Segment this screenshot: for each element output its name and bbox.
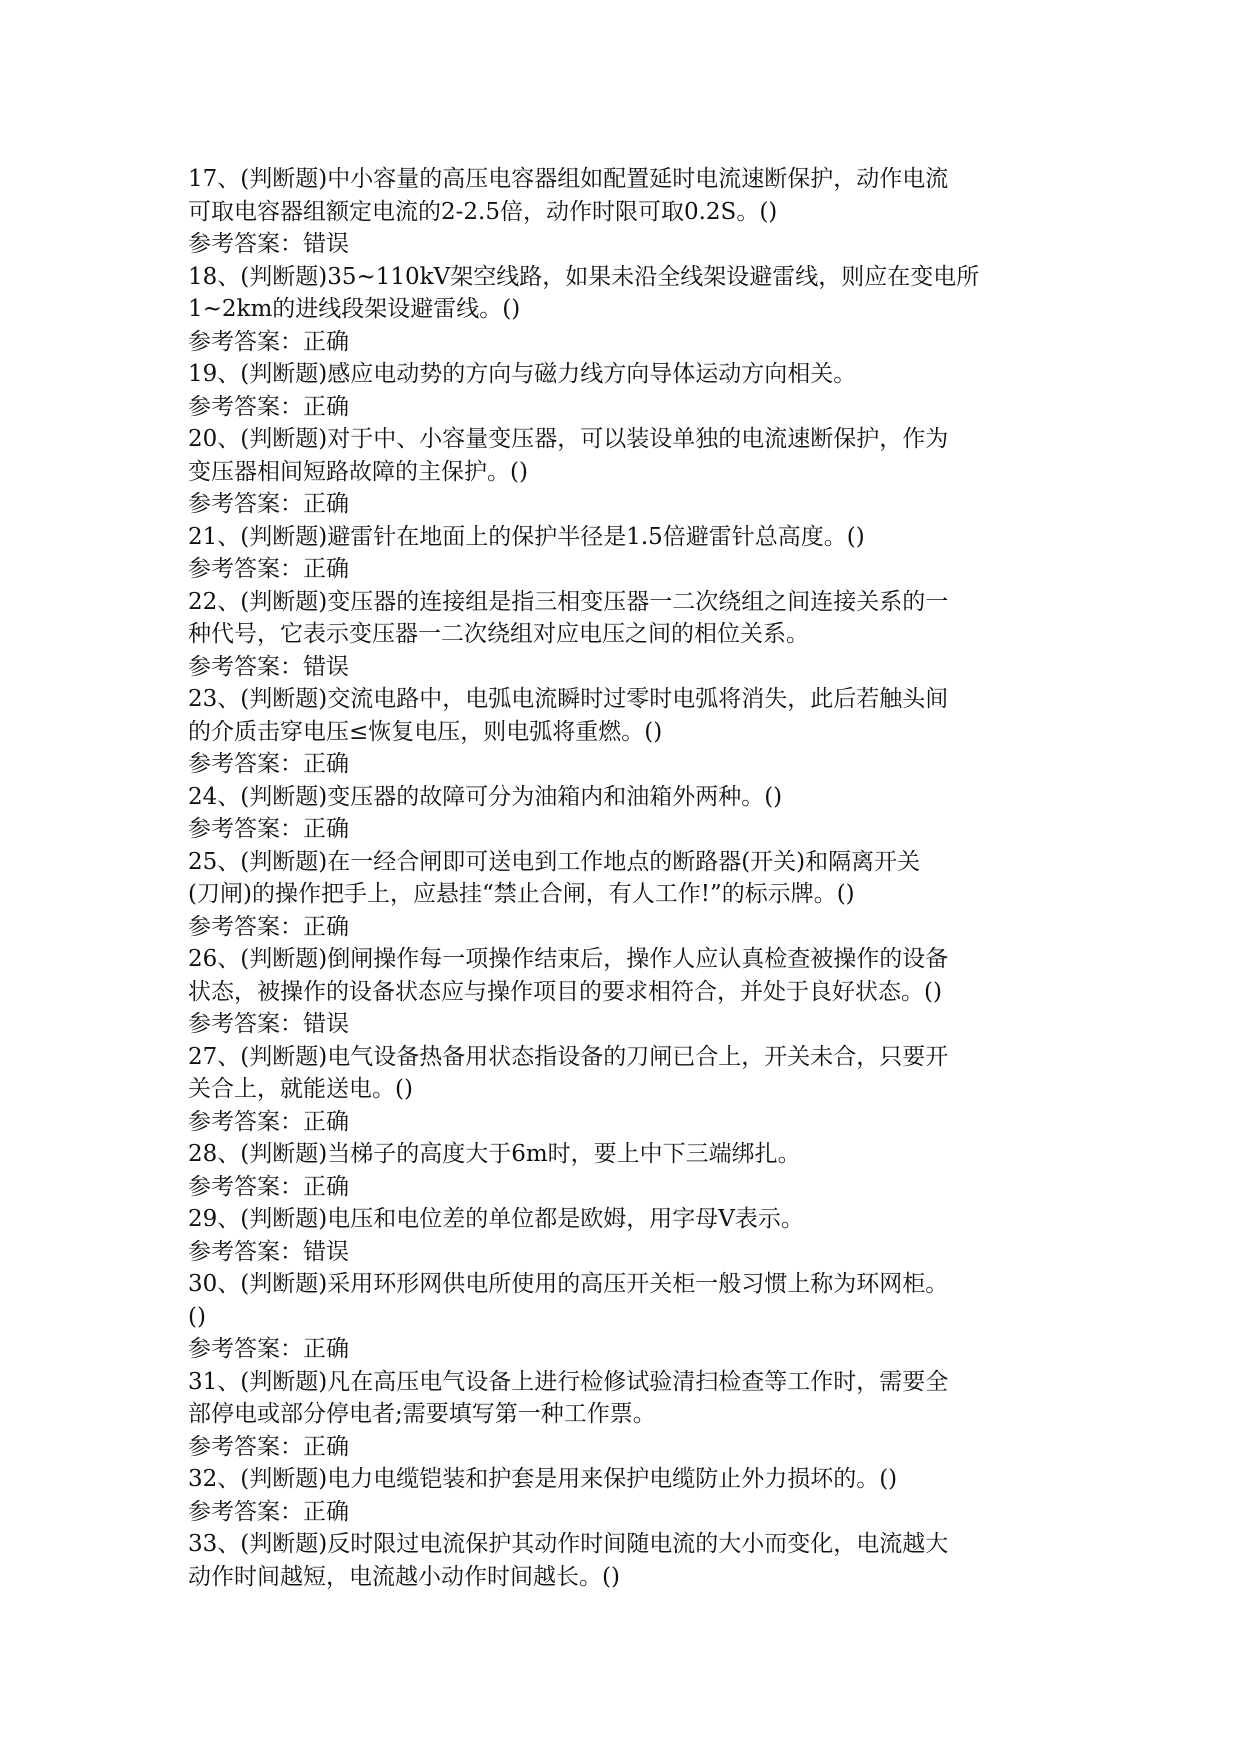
- question-text-line: 29、(判断题)电压和电位差的单位都是欧姆，用字母V表示。: [188, 1206, 804, 1232]
- question-text-line: 31、(判断题)凡在高压电气设备上进行检修试验清扫检查等工作时，需要全: [188, 1368, 949, 1395]
- answer-text: 参考答案：正确: [188, 1173, 349, 1200]
- question-item: [188, 1366, 1060, 1464]
- question-text-line: 32、(判断题)电力电缆铠装和护套是用来保护电缆防止外力损坏的。(): [188, 1466, 898, 1492]
- question-text-line: 22、(判断题)变压器的连接组是指三相变压器一二次绕组之间连接关系的一: [188, 588, 949, 615]
- question-text-line: 部停电或部分停电者;需要填写第一种工作票。: [188, 1401, 656, 1427]
- question-item: [188, 1041, 1060, 1139]
- answer-text: 参考答案：正确: [188, 1498, 349, 1525]
- question-item: [188, 261, 1060, 359]
- question-text-line: 20、(判断题)对于中、小容量变压器，可以装设单独的电流速断保护，作为: [188, 426, 949, 452]
- question-item: [188, 943, 1060, 1041]
- question-text-line: 的介质击穿电压≤恢复电压，则电弧将重燃。(): [188, 718, 663, 745]
- question-text-line: 26、(判断题)倒闸操作每一项操作结束后，操作人应认真检查被操作的设备: [188, 946, 949, 972]
- answer-text: 参考答案：正确: [188, 491, 349, 517]
- question-text-line: 27、(判断题)电气设备热备用状态指设备的刀闸已合上，开关未合，只要开: [188, 1043, 949, 1070]
- question-item: [188, 1203, 1060, 1268]
- answer-text: 参考答案：错误: [188, 653, 349, 680]
- question-text-line: 动作时间越短，电流越小动作时间越长。(): [188, 1563, 620, 1590]
- answer-text: 参考答案：正确: [188, 1336, 349, 1362]
- answer-text: 参考答案：正确: [188, 751, 349, 777]
- question-item: [188, 781, 1060, 846]
- question-item: [188, 586, 1060, 684]
- question-item: [188, 1138, 1060, 1203]
- question-item: [188, 846, 1060, 944]
- question-text-line: 1~2km的进线段架设避雷线。(): [188, 296, 521, 322]
- question-text-line: 种代号，它表示变压器一二次绕组对应电压之间的相位关系。: [188, 621, 809, 647]
- question-text-line: 33、(判断题)反时限过电流保护其动作时间随电流的大小而变化，电流越大: [188, 1531, 949, 1557]
- question-text-line: 25、(判断题)在一经合闸即可送电到工作地点的断路器(开关)和隔离开关: [188, 848, 921, 875]
- question-text-line: 19、(判断题)感应电动势的方向与磁力线方向导体运动方向相关。: [188, 361, 857, 387]
- answer-text: 参考答案：错误: [188, 1011, 349, 1037]
- question-text-line: (): [188, 1303, 206, 1330]
- answer-text: 参考答案：正确: [188, 1108, 349, 1135]
- question-text-line: 21、(判断题)避雷针在地面上的保护半径是1.5倍避雷针总高度。(): [188, 523, 865, 550]
- question-text-line: 变压器相间短路故障的主保护。(): [188, 458, 528, 485]
- question-text-line: (刀闸)的操作把手上，应悬挂“禁止合闸，有人工作!”的标示牌。(): [188, 881, 855, 907]
- question-text-line: 状态，被操作的设备状态应与操作项目的要求相符合，并处于良好状态。(): [188, 978, 942, 1005]
- question-item: [188, 163, 1060, 261]
- question-item: [188, 358, 1060, 423]
- answer-text: 参考答案：正确: [188, 1433, 349, 1460]
- question-item: [188, 683, 1060, 781]
- question-list: [188, 163, 1060, 1593]
- answer-text: 参考答案：错误: [188, 1238, 349, 1265]
- question-item: [188, 521, 1060, 586]
- answer-text: 参考答案：正确: [188, 913, 349, 940]
- question-text-line: 30、(判断题)采用环形网供电所使用的高压开关柜一般习惯上称为环网柜。: [188, 1271, 949, 1297]
- answer-text: 参考答案：正确: [188, 393, 349, 420]
- question-item: [188, 1528, 1060, 1593]
- question-item: [188, 1268, 1060, 1366]
- question-text-line: 24、(判断题)变压器的故障可分为油箱内和油箱外两种。(): [188, 783, 783, 810]
- answer-text: 参考答案：正确: [188, 816, 349, 842]
- answer-text: 参考答案：正确: [188, 328, 349, 355]
- question-text-line: 28、(判断题)当梯子的高度大于6m时，要上中下三端绑扎。: [188, 1141, 801, 1167]
- question-text-line: 23、(判断题)交流电路中，电弧电流瞬时过零时电弧将消失，此后若触头间: [188, 686, 949, 712]
- question-item: [188, 423, 1060, 521]
- answer-text: 参考答案：错误: [188, 231, 349, 257]
- question-item: [188, 1463, 1060, 1528]
- question-text-line: 17、(判断题)中小容量的高压电容器组如配置延时电流速断保护，动作电流: [188, 166, 949, 192]
- question-text-line: 可取电容器组额定电流的2-2.5倍，动作时限可取0.2S。(): [188, 198, 778, 225]
- answer-text: 参考答案：正确: [188, 556, 349, 582]
- question-text-line: 18、(判断题)35~110kV架空线路，如果未沿全线架设避雷线，则应在变电所: [188, 263, 980, 290]
- question-text-line: 关合上，就能送电。(): [188, 1076, 413, 1102]
